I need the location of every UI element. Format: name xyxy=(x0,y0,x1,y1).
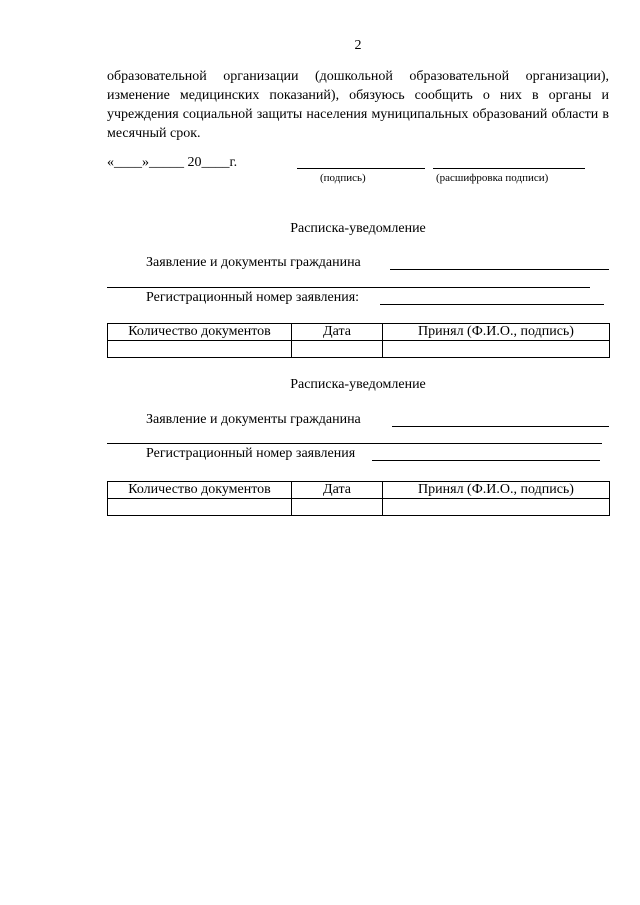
reg-number-label: Регистрационный номер заявления: xyxy=(146,290,360,305)
cell-date xyxy=(292,341,383,358)
receipt-title: Расписка-уведомление xyxy=(290,377,426,392)
cell-accepted xyxy=(383,499,610,516)
docs-citizen-line xyxy=(392,426,609,427)
docs-label: Заявление и документы гражданина xyxy=(146,412,361,427)
docs-continuation-line xyxy=(107,287,590,288)
cell-doc-count xyxy=(108,499,292,516)
signature-decode-caption: (расшифровка подписи) xyxy=(436,172,549,184)
receipt-table xyxy=(107,481,610,516)
signature-caption: (подпись) xyxy=(320,172,366,184)
docs-citizen-line xyxy=(390,269,609,270)
header-doc-count: Количество документов xyxy=(108,482,292,499)
header-doc-count: Количество документов xyxy=(108,324,292,341)
reg-number-label: Регистрационный номер заявления xyxy=(146,446,356,461)
cell-date xyxy=(292,499,383,516)
header-date: Дата xyxy=(292,324,383,341)
table-row xyxy=(108,341,610,358)
cell-accepted xyxy=(383,341,610,358)
signature-line xyxy=(297,168,425,169)
docs-label: Заявление и документы гражданина xyxy=(146,255,361,270)
docs-continuation-line xyxy=(107,443,602,444)
reg-number-line xyxy=(380,304,604,305)
signature-decode-line xyxy=(433,168,585,169)
receipt-table xyxy=(107,323,610,358)
body-paragraph: образовательной организации (дошкольной образовательной организации), изменение медицинских показаний), обязуюсь сообщить о них в органы и учреждения социальной защиты населения муниципальных образований области в месячный срок. xyxy=(107,69,609,141)
date-field: «____»_____ 20____г. xyxy=(107,155,238,170)
reg-number-line xyxy=(372,460,600,461)
header-date: Дата xyxy=(292,482,383,499)
header-accepted: Принял (Ф.И.О., подпись) xyxy=(383,482,610,499)
header-accepted: Принял (Ф.И.О., подпись) xyxy=(383,324,610,341)
table-header-row xyxy=(108,324,610,341)
receipt-title: Расписка-уведомление xyxy=(290,221,426,236)
table-header-row xyxy=(108,482,610,499)
table-row xyxy=(108,499,610,516)
page-number: 2 xyxy=(354,38,362,53)
cell-doc-count xyxy=(108,341,292,358)
